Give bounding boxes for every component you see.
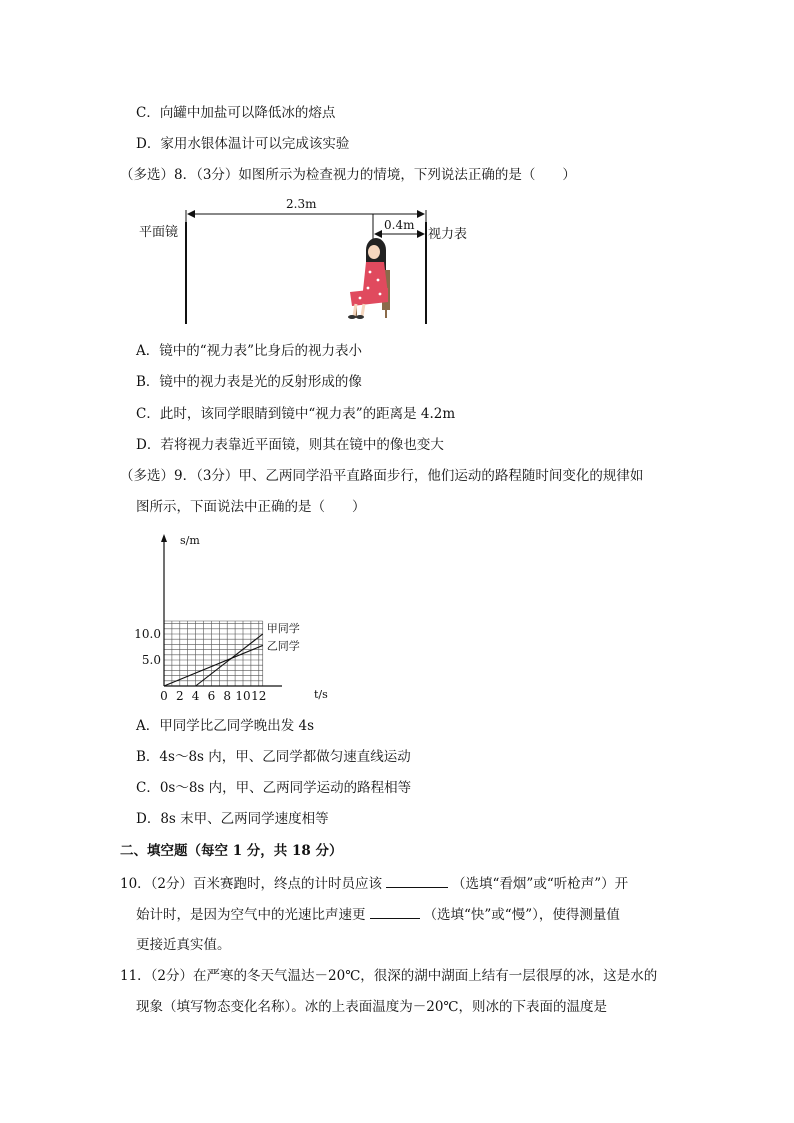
q9-stem-line2: 图所示，下面说法中正确的是（ ） bbox=[136, 499, 366, 515]
section-heading: 二、填空题（每空 1 分，共 18 分） bbox=[120, 843, 343, 859]
q11-line1: 11．（2分）在严寒的冬天气温达－20℃，很深的湖中湖面上结有一层很厚的冰，这是水的 bbox=[120, 968, 658, 984]
y-axis-label: s/m bbox=[180, 534, 200, 547]
series-label: 甲同学 bbox=[266, 622, 300, 635]
q10-line2-text-b: （选填“快”或“慢”），使得测量值 bbox=[423, 907, 620, 923]
q10-line1-text-b: （选填“看烟”或“听枪声”）开 bbox=[452, 876, 629, 892]
q9-option-a: A．甲同学比乙同学晚出发 4s bbox=[136, 718, 315, 734]
x-tick-label: 4 bbox=[191, 689, 200, 703]
eye-chart-label: 视力表 bbox=[428, 227, 468, 242]
q8-option-d: D．若将视力表靠近平面镜，则其在镜中的像也变大 bbox=[136, 437, 444, 453]
q10-line1 bbox=[120, 873, 628, 894]
q9-stem-line1: （多选）9．（3分）甲、乙两同学沿平直路面步行，他们运动的路程随时间变化的规律如 bbox=[120, 468, 644, 484]
distance-label-small: 0.4m bbox=[384, 218, 415, 232]
q7-option-d: D．家用水银体温计可以完成该实验 bbox=[136, 136, 350, 152]
x-axis-label: t/s bbox=[314, 688, 328, 701]
distance-label-total: 2.3m bbox=[286, 197, 317, 211]
q10-line1-text-a: 10．（2分）百米赛跑时，终点的计时员应该 bbox=[120, 876, 383, 892]
x-tick-label: 10 bbox=[235, 689, 251, 703]
q8-stem: （多选）8．（3分）如图所示为检查视力的情境，下列说法正确的是（ ） bbox=[120, 167, 576, 183]
q10-blank-1[interactable] bbox=[386, 873, 448, 888]
eye-test-figure bbox=[130, 192, 480, 332]
mirror-label: 平面镜 bbox=[139, 225, 179, 240]
series-label: 乙同学 bbox=[266, 639, 300, 653]
q8-option-a: A．镜中的“视力表”比身后的视力表小 bbox=[136, 343, 363, 359]
q10-line2-text-a: 始计时，是因为空气中的光速比声速更 bbox=[136, 907, 366, 923]
q8-option-c: C．此时，该同学眼睛到镜中“视力表”的距离是 4.2m bbox=[136, 406, 456, 422]
q10-line2 bbox=[136, 904, 620, 925]
series-line bbox=[164, 645, 263, 686]
st-chart bbox=[130, 520, 360, 710]
q11-line2: 现象（填写物态变化名称）。冰的上表面温度为－20℃，则冰的下表面的温度是 bbox=[136, 999, 608, 1015]
x-tick-label: 12 bbox=[251, 689, 267, 703]
x-tick-label: 6 bbox=[207, 689, 216, 703]
q10-line3: 更接近真实值。 bbox=[136, 937, 231, 953]
x-tick-label: 2 bbox=[175, 689, 184, 703]
y-tick-label: 10.0 bbox=[134, 627, 161, 641]
x-tick-label: 0 bbox=[160, 689, 168, 703]
y-tick-label: 5.0 bbox=[141, 653, 161, 667]
q9-option-b: B．4s～8s 内，甲、乙同学都做匀速直线运动 bbox=[136, 749, 411, 765]
q9-option-d: D．8s 末甲、乙两同学速度相等 bbox=[136, 811, 329, 827]
q7-option-c: C．向罐中加盐可以降低冰的熔点 bbox=[136, 105, 336, 121]
x-tick-label: 8 bbox=[223, 689, 232, 703]
seated-girl-illustration bbox=[348, 238, 390, 319]
q8-option-b: B．镜中的视力表是光的反射形成的像 bbox=[136, 374, 362, 390]
q9-option-c: C．0s～8s 内，甲、乙两同学运动的路程相等 bbox=[136, 780, 412, 796]
q10-blank-2[interactable] bbox=[370, 904, 420, 919]
y-axis-arrow bbox=[161, 534, 167, 542]
